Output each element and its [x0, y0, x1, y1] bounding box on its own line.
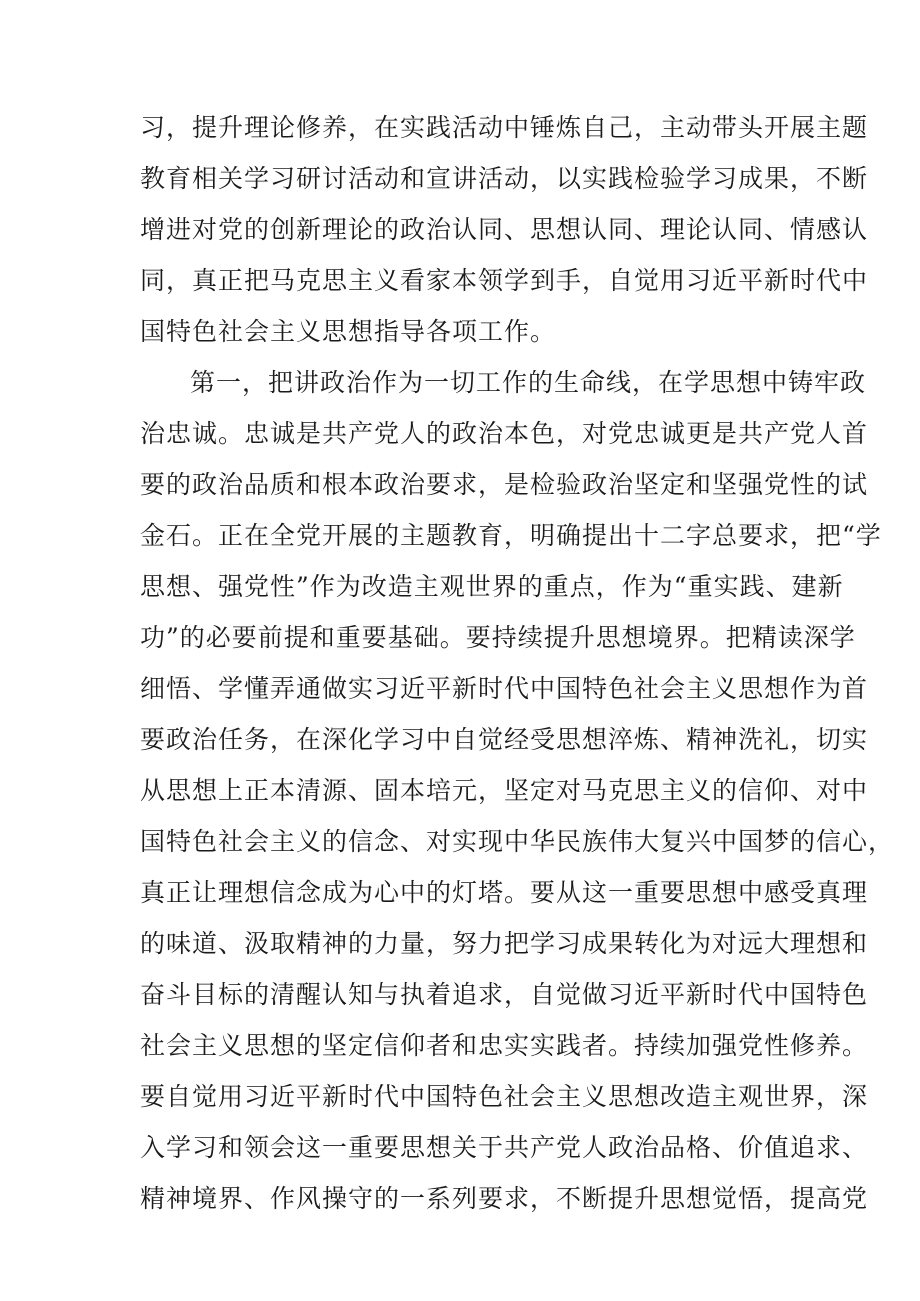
- text-line: 治忠诚。忠诚是共产党人的政治本色，对党忠诚更是共产党人首: [140, 419, 869, 448]
- text-line: 精神境界、作风操守的一系列要求，不断提升思想觉悟，提高党: [140, 1184, 869, 1213]
- text-line: 奋斗目标的清醒认知与执着追求，自觉做习近平新时代中国特色: [140, 980, 869, 1009]
- text-line: 细悟、学懂弄通做实习近平新时代中国特色社会主义思想作为首: [140, 674, 869, 703]
- text-line: 入学习和领会这一重要思想关于共产党人政治品格、价值追求、: [140, 1133, 869, 1162]
- text-line: 要的政治品质和根本政治要求，是检验政治坚定和坚强党性的试: [140, 470, 869, 499]
- text-line: 要自觉用习近平新时代中国特色社会主义思想改造主观世界，深: [140, 1082, 869, 1111]
- text-line: 国特色社会主义的信念、对实现中华民族伟大复兴中国梦的信心，: [140, 827, 895, 856]
- text-line: 功”的必要前提和重要基础。要持续提升思想境界。把精读深学: [140, 623, 856, 652]
- text-line: 社会主义思想的坚定信仰者和忠实实践者。持续加强党性修养。: [140, 1031, 869, 1060]
- text-line: 国特色社会主义思想指导各项工作。: [140, 317, 557, 346]
- paragraph-first-line: 第一，把讲政治作为一切工作的生命线，在学思想中铸牢政: [190, 368, 867, 397]
- text-line: 真正让理想信念成为心中的灯塔。要从这一重要思想中感受真理: [140, 878, 869, 907]
- text-line: 思想、强党性”作为改造主观世界的重点，作为“重实践、建新: [140, 572, 844, 601]
- text-line: 的味道、汲取精神的力量，努力把学习成果转化为对远大理想和: [140, 929, 869, 958]
- text-line: 从思想上正本清源、固本培元，坚定对马克思主义的信仰、对中: [140, 776, 869, 805]
- text-line: 金石。正在全党开展的主题教育，明确提出十二字总要求，把“学: [140, 521, 882, 550]
- text-line: 增进对党的创新理论的政治认同、思想认同、理论认同、情感认: [140, 215, 869, 244]
- text-line: 习，提升理论修养，在实践活动中锤炼自己，主动带头开展主题: [140, 113, 869, 142]
- text-line: 要政治任务，在深化学习中自觉经受思想淬炼、精神洗礼，切实: [140, 725, 869, 754]
- text-line: 教育相关学习研讨活动和宣讲活动，以实践检验学习成果，不断: [140, 164, 869, 193]
- text-line: 同，真正把马克思主义看家本领学到手，自觉用习近平新时代中: [140, 266, 869, 295]
